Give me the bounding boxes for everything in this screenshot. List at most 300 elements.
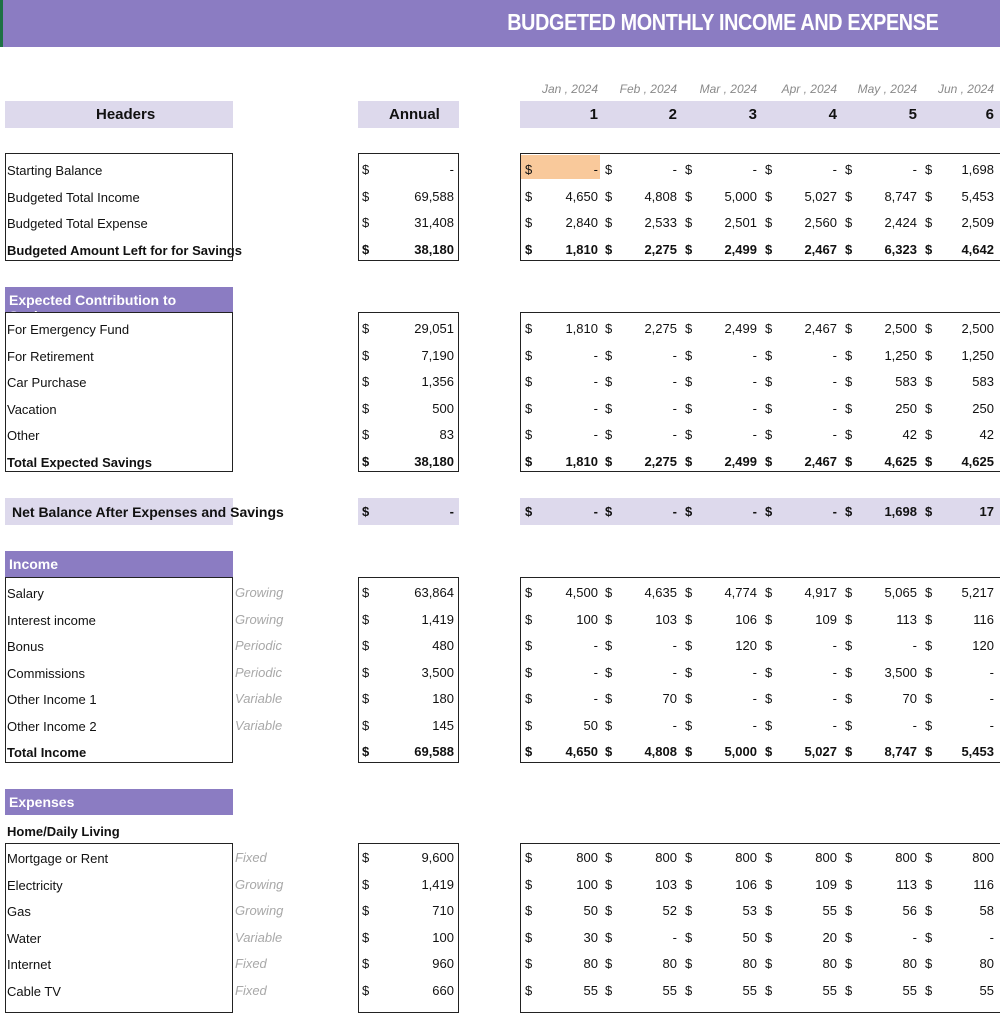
- currency-symbol: $: [362, 400, 370, 416]
- currency-symbol: $: [845, 189, 853, 204]
- month-value[interactable]: -: [832, 664, 837, 680]
- currency-symbol: $: [765, 321, 773, 336]
- currency-symbol: $: [685, 956, 693, 971]
- currency-symbol: $: [525, 638, 533, 653]
- currency-symbol: $: [525, 850, 533, 865]
- currency-symbol: $: [765, 929, 773, 945]
- currency-symbol: $: [362, 956, 370, 971]
- currency-symbol: $: [925, 585, 933, 600]
- currency-symbol: $: [925, 850, 933, 865]
- month-value[interactable]: -: [752, 504, 757, 519]
- row-note: Growing: [235, 903, 284, 918]
- currency-symbol: $: [685, 162, 693, 177]
- annual-value[interactable]: 9,600: [421, 850, 454, 865]
- month-value[interactable]: 4,625: [884, 453, 917, 469]
- month-value[interactable]: -: [672, 504, 677, 519]
- month-value[interactable]: 116: [973, 876, 994, 892]
- month-value[interactable]: 4,650: [565, 744, 598, 759]
- month-value[interactable]: 42: [902, 427, 917, 442]
- header-label: Headers: [96, 106, 156, 123]
- month-value[interactable]: -: [752, 427, 757, 442]
- currency-symbol: $: [765, 374, 773, 389]
- month-value[interactable]: -: [832, 691, 837, 706]
- currency-symbol: $: [525, 903, 533, 918]
- month-value[interactable]: 4,642: [961, 242, 994, 257]
- currency-symbol: $: [605, 744, 613, 759]
- month-label: Jan , 2024: [541, 82, 598, 96]
- currency-symbol: $: [605, 850, 613, 865]
- month-value[interactable]: 5,000: [724, 744, 757, 759]
- month-value[interactable]: -: [832, 400, 837, 416]
- month-value[interactable]: 2,467: [804, 242, 837, 257]
- currency-symbol: $: [605, 929, 613, 945]
- month-value[interactable]: 5,453: [961, 189, 994, 204]
- month-value[interactable]: 55: [822, 982, 837, 998]
- month-value[interactable]: 1,810: [565, 242, 598, 257]
- currency-symbol: $: [605, 347, 613, 363]
- annual-value[interactable]: 710: [432, 903, 454, 918]
- month-value[interactable]: 30: [583, 929, 598, 945]
- month-value[interactable]: 58: [979, 903, 994, 918]
- month-value[interactable]: -: [672, 717, 677, 733]
- currency-symbol: $: [685, 850, 693, 865]
- month-value[interactable]: 2,500: [884, 321, 917, 336]
- currency-symbol: $: [605, 956, 613, 971]
- month-value[interactable]: -: [832, 347, 837, 363]
- currency-symbol: $: [362, 691, 370, 706]
- month-value[interactable]: 1,250: [961, 347, 994, 363]
- currency-symbol: $: [845, 504, 853, 519]
- currency-symbol: $: [362, 504, 370, 519]
- month-value[interactable]: 3,500: [884, 664, 917, 680]
- currency-symbol: $: [525, 374, 533, 389]
- month-value[interactable]: -: [989, 717, 994, 733]
- month-value[interactable]: 2,275: [644, 321, 677, 336]
- annual-value[interactable]: 660: [432, 982, 454, 998]
- currency-symbol: $: [845, 374, 853, 389]
- month-value[interactable]: 120: [972, 638, 994, 653]
- currency-symbol: $: [685, 611, 693, 627]
- currency-symbol: $: [845, 215, 853, 230]
- month-value[interactable]: -: [989, 929, 994, 945]
- month-value[interactable]: 4,917: [804, 585, 837, 600]
- month-value[interactable]: 800: [895, 850, 917, 865]
- row-label: For Retirement: [7, 348, 94, 364]
- currency-symbol: $: [362, 189, 370, 204]
- month-number: 6: [985, 106, 994, 123]
- currency-symbol: $: [525, 400, 533, 416]
- header-annual: Annual: [389, 106, 440, 123]
- currency-symbol: $: [685, 691, 693, 706]
- month-value[interactable]: 55: [662, 982, 677, 998]
- currency-symbol: $: [525, 717, 533, 733]
- currency-symbol: $: [685, 347, 693, 363]
- month-value[interactable]: -: [672, 374, 677, 389]
- month-value[interactable]: 103: [655, 876, 677, 892]
- currency-symbol: $: [925, 162, 933, 177]
- row-label: Car Purchase: [7, 375, 87, 390]
- month-value[interactable]: -: [752, 717, 757, 733]
- month-value[interactable]: 80: [902, 956, 917, 971]
- month-value[interactable]: 2,533: [644, 215, 677, 230]
- row-note: Fixed: [235, 850, 267, 865]
- month-value[interactable]: 5,217: [961, 585, 994, 600]
- annual-value[interactable]: 180: [432, 691, 454, 706]
- month-value[interactable]: -: [672, 664, 677, 680]
- month-value[interactable]: 53: [742, 903, 757, 918]
- row-note: Variable: [235, 929, 283, 945]
- currency-symbol: $: [845, 691, 853, 706]
- row-label: Gas: [7, 904, 31, 919]
- currency-symbol: $: [525, 956, 533, 971]
- currency-symbol: $: [685, 876, 693, 892]
- annual-value[interactable]: 83: [439, 427, 454, 442]
- currency-symbol: $: [605, 427, 613, 442]
- currency-symbol: $: [362, 162, 370, 177]
- net-balance-label: Net Balance After Expenses and Savings: [12, 504, 284, 520]
- month-value[interactable]: 4,650: [565, 189, 598, 204]
- annual-value[interactable]: 1,356: [421, 374, 454, 389]
- month-value[interactable]: 5,027: [804, 189, 837, 204]
- month-value[interactable]: 80: [662, 956, 677, 971]
- annual-value[interactable]: 69,588: [414, 744, 454, 759]
- currency-symbol: $: [765, 664, 773, 680]
- month-value[interactable]: -: [593, 504, 598, 519]
- annual-value[interactable]: 38,180: [414, 242, 454, 257]
- month-value[interactable]: -: [912, 717, 917, 733]
- currency-symbol: $: [845, 347, 853, 363]
- month-value[interactable]: 2,499: [724, 453, 757, 469]
- currency-symbol: $: [605, 638, 613, 653]
- currency-symbol: $: [765, 956, 773, 971]
- month-value[interactable]: -: [832, 162, 837, 177]
- month-value[interactable]: 80: [583, 956, 598, 971]
- month-value[interactable]: 106: [735, 876, 757, 892]
- currency-symbol: $: [685, 374, 693, 389]
- currency-symbol: $: [605, 242, 613, 257]
- month-value[interactable]: 55: [583, 982, 598, 998]
- currency-symbol: $: [845, 956, 853, 971]
- month-value[interactable]: 2,509: [961, 215, 994, 230]
- month-value[interactable]: 2,501: [724, 215, 757, 230]
- month-value[interactable]: 4,808: [644, 744, 677, 759]
- currency-symbol: $: [765, 504, 773, 519]
- month-value[interactable]: -: [672, 162, 677, 177]
- currency-symbol: $: [362, 744, 370, 759]
- month-value[interactable]: 800: [655, 850, 677, 865]
- month-value[interactable]: -: [593, 664, 598, 680]
- currency-symbol: $: [362, 717, 370, 733]
- month-value[interactable]: 109: [815, 876, 837, 892]
- row-label: Salary: [7, 586, 44, 601]
- currency-symbol: $: [362, 850, 370, 865]
- annual-value[interactable]: 7,190: [421, 347, 454, 363]
- month-value[interactable]: 5,453: [961, 744, 994, 759]
- currency-symbol: $: [845, 453, 853, 469]
- month-number: 2: [668, 106, 677, 123]
- currency-symbol: $: [525, 929, 533, 945]
- month-value[interactable]: 55: [979, 982, 994, 998]
- month-value[interactable]: -: [912, 162, 917, 177]
- currency-symbol: $: [362, 242, 370, 257]
- currency-symbol: $: [845, 611, 853, 627]
- month-value[interactable]: 8,747: [884, 744, 917, 759]
- currency-symbol: $: [362, 585, 370, 600]
- currency-symbol: $: [765, 215, 773, 230]
- month-value[interactable]: 2,275: [644, 453, 677, 469]
- currency-symbol: $: [525, 876, 533, 892]
- month-label: Feb , 2024: [619, 82, 677, 96]
- row-label: Vacation: [7, 401, 57, 417]
- month-value[interactable]: 50: [742, 929, 757, 945]
- currency-symbol: $: [765, 162, 773, 177]
- currency-symbol: $: [605, 321, 613, 336]
- month-value[interactable]: 109: [815, 611, 837, 627]
- month-value[interactable]: 2,499: [724, 242, 757, 257]
- currency-symbol: $: [765, 585, 773, 600]
- currency-symbol: $: [525, 585, 533, 600]
- month-value[interactable]: 5,000: [724, 189, 757, 204]
- month-value[interactable]: 1,810: [565, 321, 598, 336]
- month-value[interactable]: 100: [576, 876, 598, 892]
- row-label: Budgeted Total Expense: [7, 216, 148, 231]
- annual-value[interactable]: 63,864: [414, 585, 454, 600]
- row-label: Budgeted Amount Left for for Savings: [7, 243, 242, 258]
- currency-symbol: $: [362, 611, 370, 627]
- currency-symbol: $: [925, 504, 933, 519]
- currency-symbol: $: [605, 215, 613, 230]
- currency-symbol: $: [845, 585, 853, 600]
- currency-symbol: $: [845, 744, 853, 759]
- month-number: 4: [828, 106, 837, 123]
- month-value[interactable]: 55: [822, 903, 837, 918]
- annual-value[interactable]: 100: [432, 929, 454, 945]
- month-value[interactable]: -: [593, 374, 598, 389]
- annual-value[interactable]: -: [449, 162, 454, 177]
- month-value[interactable]: -: [752, 162, 757, 177]
- month-value[interactable]: 4,625: [961, 453, 994, 469]
- month-value[interactable]: -: [832, 504, 837, 519]
- month-value[interactable]: -: [752, 347, 757, 363]
- sheet-title: BUDGETED MONTHLY INCOME AND EXPENSE: [506, 9, 938, 35]
- month-value[interactable]: 20: [822, 929, 837, 945]
- annual-value[interactable]: 29,051: [414, 321, 454, 336]
- month-value[interactable]: 2,467: [804, 453, 837, 469]
- row-label: Water: [7, 930, 42, 946]
- month-value[interactable]: 2,500: [961, 321, 994, 336]
- currency-symbol: $: [525, 189, 533, 204]
- month-value[interactable]: 6,323: [884, 242, 917, 257]
- currency-symbol: $: [362, 321, 370, 336]
- currency-symbol: $: [845, 321, 853, 336]
- month-value[interactable]: -: [593, 638, 598, 653]
- month-value[interactable]: 50: [583, 717, 598, 733]
- currency-symbol: $: [685, 982, 693, 998]
- annual-value[interactable]: 960: [432, 956, 454, 971]
- month-value[interactable]: -: [832, 638, 837, 653]
- month-value[interactable]: -: [752, 664, 757, 680]
- month-value[interactable]: 5,027: [804, 744, 837, 759]
- month-value[interactable]: 583: [972, 374, 994, 389]
- currency-symbol: $: [925, 321, 933, 336]
- month-value[interactable]: -: [989, 691, 994, 706]
- month-value[interactable]: 55: [902, 982, 917, 998]
- month-value[interactable]: 50: [583, 903, 598, 918]
- row-label: Bonus: [7, 639, 44, 654]
- month-value[interactable]: -: [593, 427, 598, 442]
- month-label: Apr , 2024: [781, 82, 837, 96]
- currency-symbol: $: [845, 664, 853, 680]
- month-value[interactable]: 100: [576, 611, 598, 627]
- currency-symbol: $: [925, 956, 933, 971]
- currency-symbol: $: [605, 876, 613, 892]
- month-value[interactable]: 250: [972, 400, 994, 416]
- currency-symbol: $: [525, 427, 533, 442]
- month-value[interactable]: -: [672, 929, 677, 945]
- month-value[interactable]: 106: [735, 611, 757, 627]
- currency-symbol: $: [605, 453, 613, 469]
- month-value[interactable]: 2,467: [804, 321, 837, 336]
- month-value[interactable]: -: [672, 427, 677, 442]
- month-value[interactable]: 1,698: [884, 504, 917, 519]
- row-note: Fixed: [235, 956, 267, 971]
- month-value[interactable]: 116: [973, 611, 994, 627]
- currency-symbol: $: [362, 876, 370, 892]
- month-label: Jun , 2024: [937, 82, 994, 96]
- month-value[interactable]: 800: [815, 850, 837, 865]
- month-value[interactable]: 55: [742, 982, 757, 998]
- month-value[interactable]: -: [593, 162, 598, 177]
- month-number: 5: [908, 106, 917, 123]
- currency-symbol: $: [765, 717, 773, 733]
- month-value[interactable]: 250: [895, 400, 917, 416]
- month-value[interactable]: 4,808: [644, 189, 677, 204]
- row-label: Other: [7, 428, 40, 443]
- month-value[interactable]: 5,065: [884, 585, 917, 600]
- currency-symbol: $: [525, 242, 533, 257]
- month-value[interactable]: 113: [896, 611, 917, 627]
- month-value[interactable]: 800: [576, 850, 598, 865]
- month-value[interactable]: 56: [902, 903, 917, 918]
- currency-symbol: $: [925, 611, 933, 627]
- currency-symbol: $: [765, 453, 773, 469]
- currency-symbol: $: [765, 189, 773, 204]
- currency-symbol: $: [765, 347, 773, 363]
- month-value[interactable]: 4,635: [644, 585, 677, 600]
- currency-symbol: $: [605, 611, 613, 627]
- month-value[interactable]: -: [912, 929, 917, 945]
- month-value[interactable]: 1,810: [565, 453, 598, 469]
- month-value[interactable]: 2,560: [804, 215, 837, 230]
- currency-symbol: $: [845, 876, 853, 892]
- currency-symbol: $: [362, 374, 370, 389]
- currency-symbol: $: [525, 504, 533, 519]
- annual-value[interactable]: 3,500: [421, 664, 454, 680]
- month-value[interactable]: 800: [972, 850, 994, 865]
- currency-symbol: $: [925, 400, 933, 416]
- month-value[interactable]: 583: [895, 374, 917, 389]
- currency-symbol: $: [525, 347, 533, 363]
- month-value[interactable]: 120: [735, 638, 757, 653]
- month-value[interactable]: -: [752, 374, 757, 389]
- row-label: Other Income 2: [7, 718, 97, 734]
- annual-value[interactable]: 1,419: [421, 611, 454, 627]
- month-value[interactable]: 103: [655, 611, 677, 627]
- month-value[interactable]: 800: [735, 850, 757, 865]
- annual-value[interactable]: 31,408: [414, 215, 454, 230]
- annual-value[interactable]: -: [449, 504, 454, 519]
- annual-value[interactable]: 500: [432, 400, 454, 416]
- currency-symbol: $: [685, 189, 693, 204]
- month-value[interactable]: 8,747: [884, 189, 917, 204]
- annual-value[interactable]: 145: [432, 717, 454, 733]
- month-number: 1: [589, 106, 598, 123]
- month-value[interactable]: 2,275: [644, 242, 677, 257]
- month-value[interactable]: 80: [742, 956, 757, 971]
- month-value[interactable]: 2,499: [724, 321, 757, 336]
- month-value[interactable]: 2,840: [565, 215, 598, 230]
- currency-symbol: $: [605, 691, 613, 706]
- month-value[interactable]: 80: [822, 956, 837, 971]
- currency-symbol: $: [525, 664, 533, 680]
- currency-symbol: $: [925, 929, 933, 945]
- currency-symbol: $: [685, 215, 693, 230]
- month-value[interactable]: 4,500: [565, 585, 598, 600]
- row-label: Total Income: [7, 745, 87, 760]
- month-value[interactable]: -: [672, 400, 677, 416]
- month-value[interactable]: -: [672, 347, 677, 363]
- annual-value[interactable]: 480: [432, 638, 454, 653]
- month-value[interactable]: 52: [662, 903, 677, 918]
- currency-symbol: $: [925, 242, 933, 257]
- currency-symbol: $: [605, 903, 613, 918]
- month-value[interactable]: -: [752, 400, 757, 416]
- month-value[interactable]: 113: [896, 876, 917, 892]
- month-value[interactable]: -: [593, 400, 598, 416]
- month-value[interactable]: -: [752, 691, 757, 706]
- month-value[interactable]: -: [832, 717, 837, 733]
- month-value[interactable]: 1,250: [884, 347, 917, 363]
- currency-symbol: $: [845, 638, 853, 653]
- month-value[interactable]: 70: [902, 691, 917, 706]
- currency-symbol: $: [925, 189, 933, 204]
- row-note: Periodic: [235, 664, 282, 680]
- row-label: Other Income 1: [7, 692, 97, 707]
- month-value[interactable]: 2,424: [884, 215, 917, 230]
- row-label: Mortgage or Rent: [7, 851, 109, 866]
- currency-symbol: $: [685, 585, 693, 600]
- annual-value[interactable]: 69,588: [414, 189, 454, 204]
- currency-symbol: $: [605, 664, 613, 680]
- month-value[interactable]: 80: [979, 956, 994, 971]
- month-value[interactable]: 4,774: [724, 585, 757, 600]
- annual-value[interactable]: 38,180: [414, 453, 454, 469]
- currency-symbol: $: [925, 744, 933, 759]
- month-value[interactable]: -: [672, 638, 677, 653]
- month-value[interactable]: 42: [979, 427, 994, 442]
- month-value[interactable]: 17: [979, 504, 994, 519]
- annual-value[interactable]: 1,419: [421, 876, 454, 892]
- month-value[interactable]: -: [912, 638, 917, 653]
- month-value[interactable]: -: [832, 374, 837, 389]
- month-value[interactable]: 1,698: [961, 162, 994, 177]
- month-value[interactable]: -: [593, 347, 598, 363]
- month-value[interactable]: -: [989, 664, 994, 680]
- month-value[interactable]: -: [593, 691, 598, 706]
- month-value[interactable]: 70: [662, 691, 677, 706]
- month-value[interactable]: -: [832, 427, 837, 442]
- currency-symbol: $: [845, 427, 853, 442]
